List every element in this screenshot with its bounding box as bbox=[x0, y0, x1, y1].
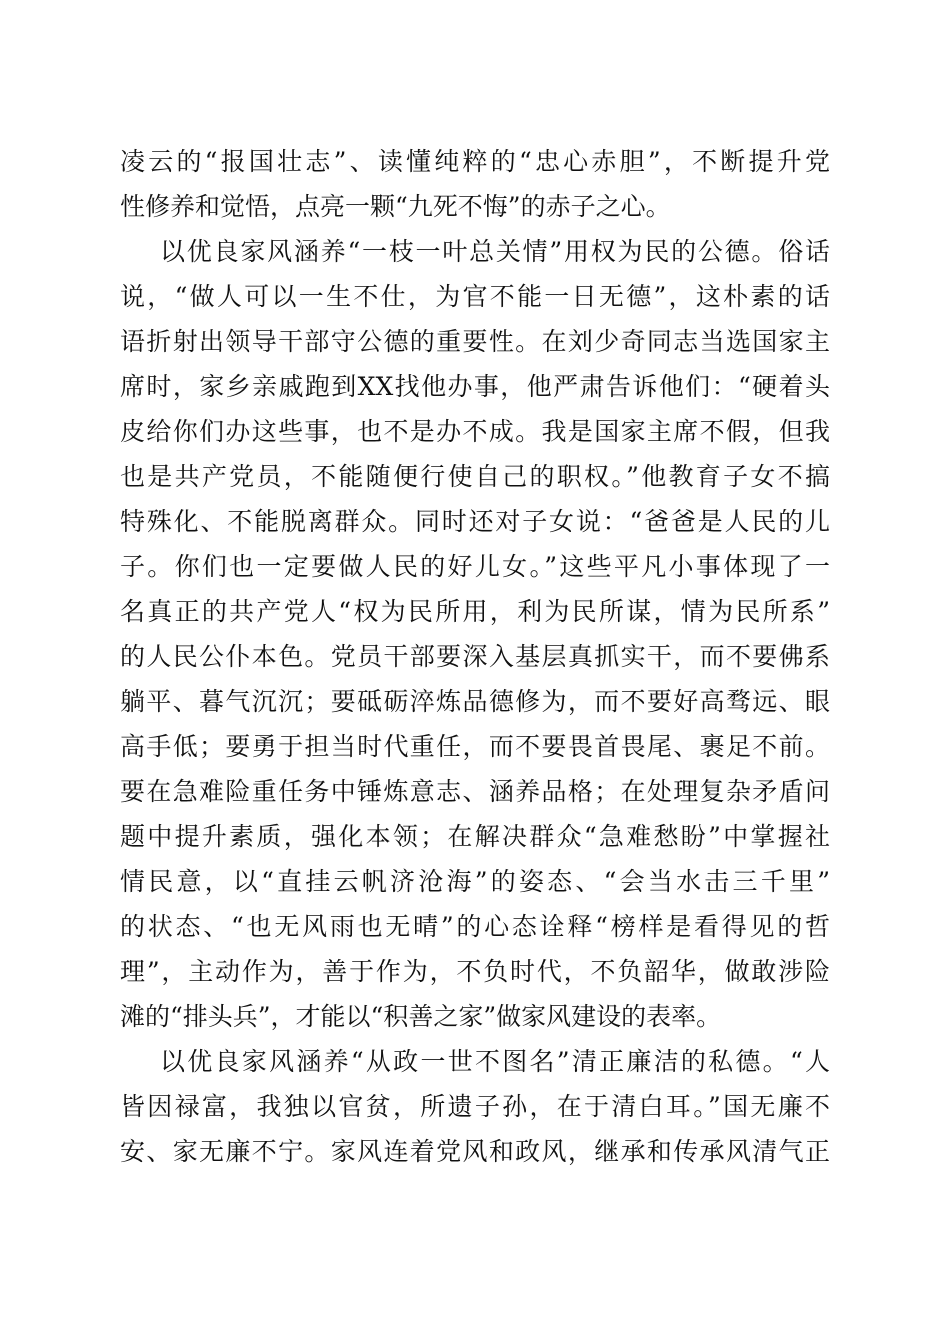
text-line: 也是共产党员，不能随便行使自己的职权。”他教育子女不搞 bbox=[120, 462, 830, 491]
text-line: 凌云的“报国壮志”、读懂纯粹的“忠心赤胆”，不断提升党 bbox=[120, 147, 830, 176]
text-line: 性修养和觉悟，点亮一颗“九死不悔”的赤子之心。 bbox=[120, 192, 671, 221]
text-line: 皆因禄富，我独以官贫，所遗子孙，在于清白耳。”国无廉不 bbox=[120, 1092, 830, 1121]
text-line: 滩的“排头兵”，才能以“积善之家”做家风建设的表率。 bbox=[120, 1002, 722, 1031]
text-line: 要在急难险重任务中锤炼意志、涵养品格；在处理复杂矛盾问 bbox=[120, 777, 830, 806]
text-line: 名真正的共产党人“权为民所用，利为民所谋，情为民所系” bbox=[120, 597, 830, 626]
text-line: 高手低；要勇于担当时代重任，而不要畏首畏尾、裹足不前。 bbox=[120, 732, 830, 761]
text-line: 语折射出领导干部守公德的重要性。在刘少奇同志当选国家主 bbox=[120, 327, 830, 356]
text-line: 情民意，以“直挂云帆济沧海”的姿态、“会当水击三千里” bbox=[120, 867, 830, 896]
text-line: 理”，主动作为，善于作为，不负时代，不负韶华，做敢涉险 bbox=[120, 957, 830, 986]
text-line: 的人民公仆本色。党员干部要深入基层真抓实干，而不要佛系 bbox=[120, 642, 830, 671]
paragraph-first-line: 以优良家风涵养“一枝一叶总关情”用权为民的公德。俗话 bbox=[160, 237, 830, 266]
text-line: 子。你们也一定要做人民的好儿女。”这些平凡小事体现了一 bbox=[120, 552, 830, 581]
text-line: 特殊化、不能脱离群众。同时还对子女说：“爸爸是人民的儿 bbox=[120, 507, 830, 536]
paragraph-first-line: 以优良家风涵养“从政一世不图名”清正廉洁的私德。“人 bbox=[160, 1047, 830, 1076]
text-line: 皮给你们办这些事，也不是办不成。我是国家主席不假，但我 bbox=[120, 417, 830, 446]
text-line: 躺平、暮气沉沉；要砥砺淬炼品德修为，而不要好高骛远、眼 bbox=[120, 687, 830, 716]
text-line: 的状态、“也无风雨也无晴”的心态诠释“榜样是看得见的哲 bbox=[120, 912, 830, 941]
text-line: 说，“做人可以一生不仕，为官不能一日无德”，这朴素的话 bbox=[120, 282, 830, 311]
text-line: 席时，家乡亲戚跑到XX找他办事，他严肃告诉他们：“硬着头 bbox=[120, 372, 830, 401]
body-text bbox=[120, 139, 830, 1174]
text-line: 题中提升素质，强化本领；在解决群众“急难愁盼”中掌握社 bbox=[120, 822, 830, 851]
text-line: 安、家无廉不宁。家风连着党风和政风，继承和传承风清气正 bbox=[120, 1137, 830, 1166]
